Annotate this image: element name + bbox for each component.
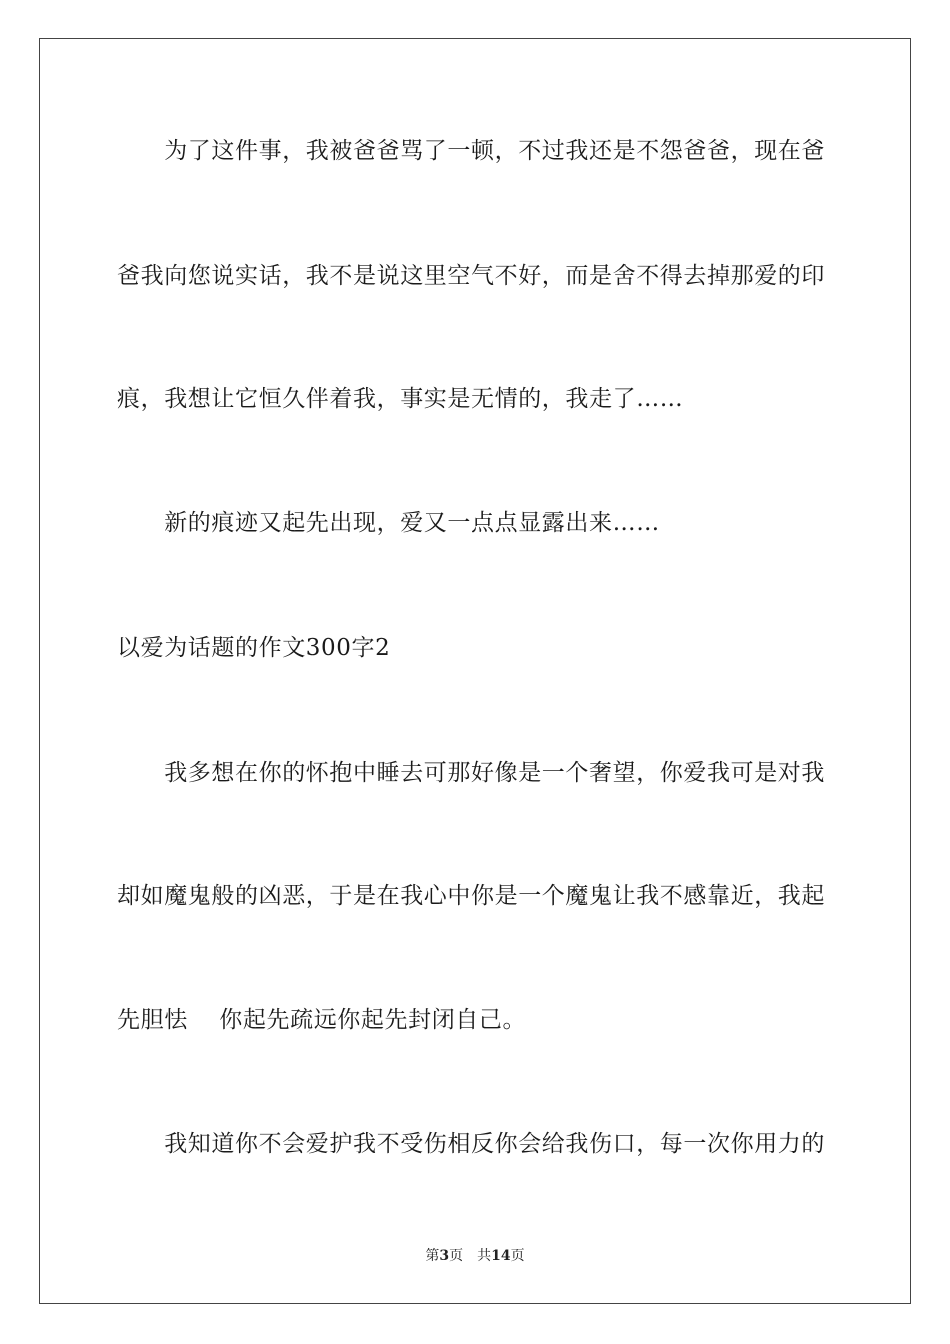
paragraph-line: 先胆怯 你起先疏远你起先封闭自己。	[117, 1007, 527, 1033]
page-suffix: 页	[510, 1248, 525, 1264]
paragraph-line: 新的痕迹又起先出现，爱又一点点显露出来……	[117, 510, 660, 536]
paragraph-line: 我知道你不会爱护我不受伤相反你会给我伤口，每一次你用力的	[117, 1131, 825, 1157]
page-prefix: 第	[425, 1248, 440, 1264]
total-pages-number: 14	[491, 1248, 511, 1264]
section-heading: 以爱为话题的作文300字2	[117, 635, 391, 661]
page-mid: 页 共	[449, 1248, 492, 1264]
paragraph-line: 为了这件事，我被爸爸骂了一顿，不过我还是不怨爸爸，现在爸	[117, 138, 825, 164]
paragraph-line: 我多想在你的怀抱中睡去可那好像是一个奢望，你爱我可是对我	[117, 760, 825, 786]
page-border	[39, 38, 911, 1304]
paragraph-line: 却如魔鬼般的凶恶，于是在我心中你是一个魔鬼让我不感靠近，我起	[117, 883, 825, 909]
current-page-number: 3	[439, 1248, 450, 1264]
paragraph-line: 爸我向您说实话，我不是说这里空气不好，而是舍不得去掉那爱的印	[117, 263, 825, 289]
page-number-footer	[0, 1247, 950, 1265]
paragraph-line: 痕，我想让它恒久伴着我，事实是无情的，我走了……	[117, 386, 684, 412]
